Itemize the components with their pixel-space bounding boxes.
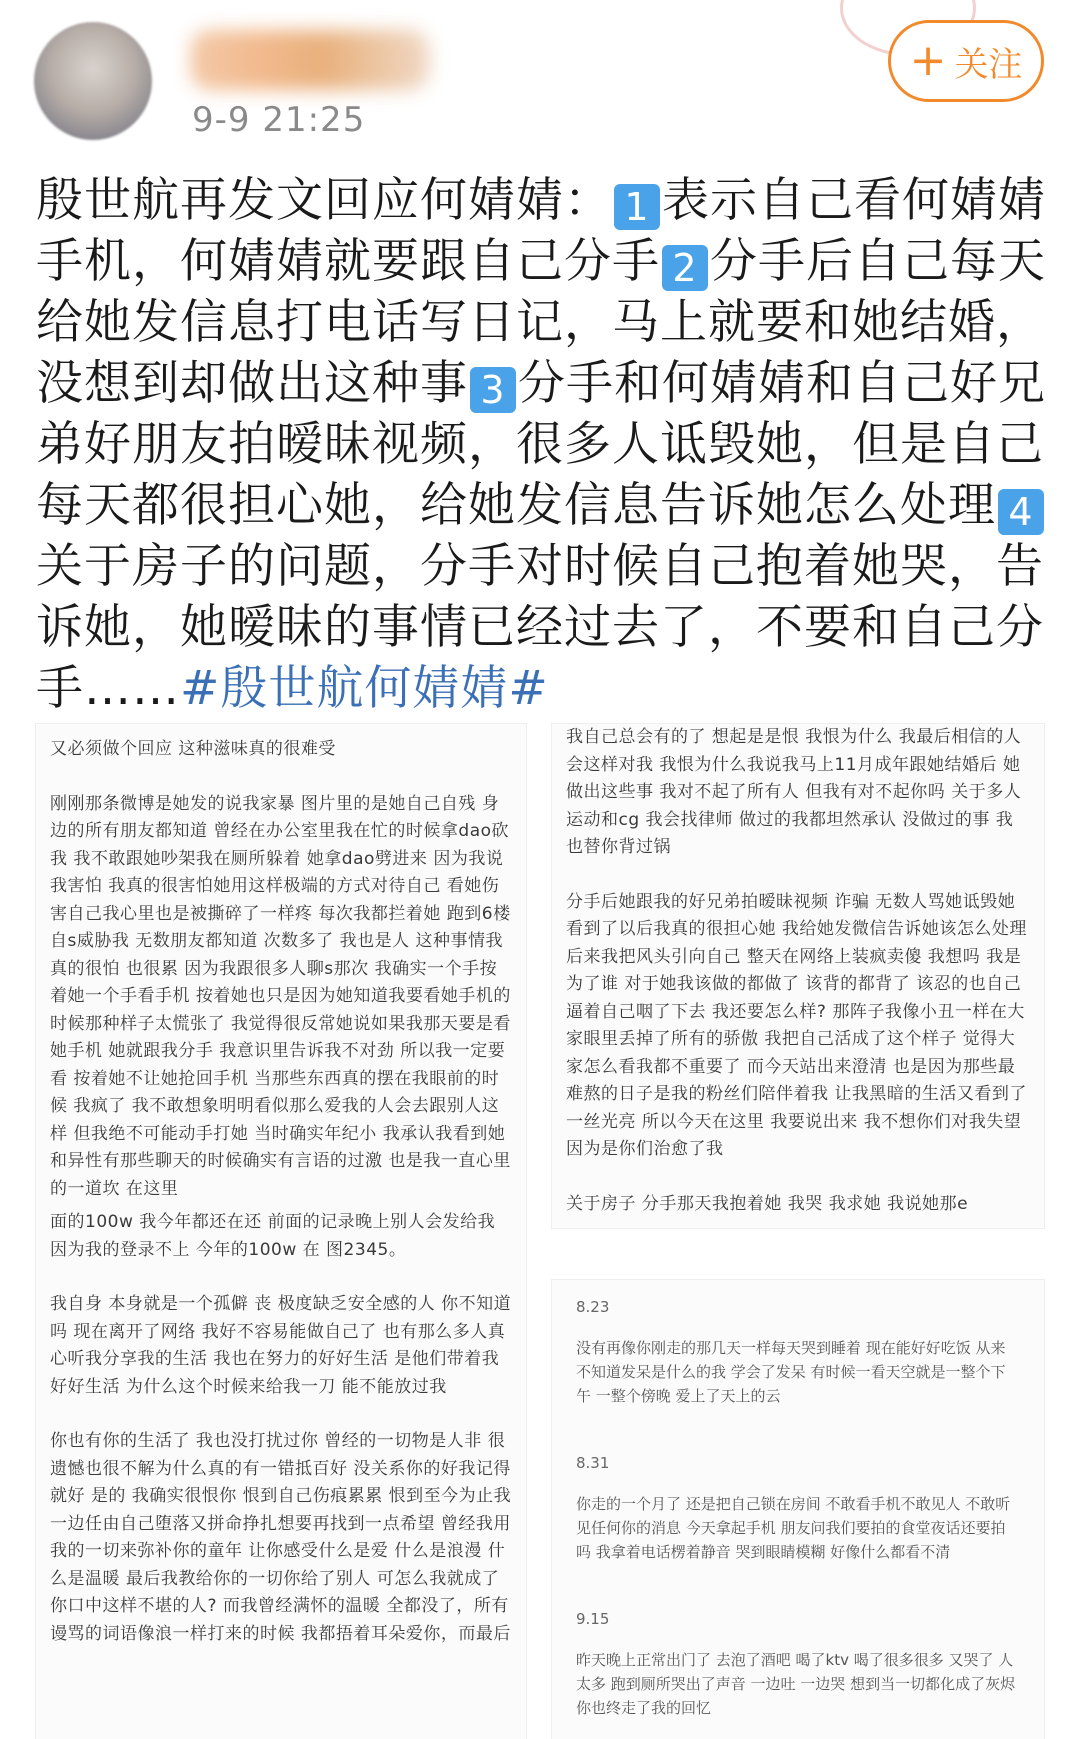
post-time: 9-9 21:25 (192, 100, 366, 140)
post-point-3: 分手和何婧婧和自己好兄弟好朋友拍暧昧视频，很多人诋毁她，但是自己每天都很担心她，给她发信息告诉她怎么处理 (36, 356, 1046, 533)
note-paragraph: 又必须做个回应 这种滋味真的很难受 (50, 739, 336, 759)
note-paragraph: 刚刚那条微博是她发的说我家暴 图片里的是她自己自残 身边的所有朋友都知道 曾经在办公室里我在忙的时候拿dao砍我 我不敢跟她吵架我在厕所躲着 她拿dao劈进来 因为我说我害怕 我真的很害怕她用这样极端的方式对待自己 看她伤害自己我心里也是被撕碎了一样疼 每次我都拦着她 跑到6楼自s威胁我 无数朋友都知道 次数多了 我也是人 这种事情我真的很怕 也很累 因为我跟很多人聊s那次 我确实一个手按着她一个手看手机 按着她也只是因为她知道我要看她手机的时候那种样子太慌张了 我觉得很反常她说如果我那天要是看她手机 她就跟我分手 我意识里告诉我不对劲 所以我一定要看 按着她不让她抢回手机 当那些东西真的摆在我眼前的时候 我疯了 我不敢想象明明看似那么爱我的人会去跟别人这样 但我绝不可能动手打她 当时确实年纪小 我承认我看到她和异性有那些聊天的时候确实有言语的过激 也是我一直心里的一道坎 在这里 (50, 793, 511, 1199)
note-paragraph: 面的100w 我今年都还在还 前面的记录晚上别人会发给我 因为我的登录不上 今年的100w 在 图2345。 (50, 1212, 496, 1260)
attached-image-right-bottom[interactable] (552, 1280, 1044, 1739)
note-paragraph: 关于房子 分手那天我抱着她 我哭 我求她 我说她那e (566, 1193, 969, 1214)
diary-entry: 没有再像你刚走的那几天一样每天哭到睡着 现在能好好吃饭 从来不知道发呆是什么的我 学会了发呆 有时候一看天空就是一整个下午 一整个傍晚 爱上了天上的云 (576, 1339, 1006, 1405)
note-paragraph: 你也有你的生活了 我也没打扰过你 曾经的一切物是人非 很遗憾也很不解为什么真的有一错抵百好 没关系你的好我记得就好 是的 我确实很恨你 恨到自己伤痕累累 恨到至今为止我一边任由自己堕落又拼命挣扎想要再找到一点希望 曾经我用我的一切来弥补你的童年 让你感受什么是爱 什么是浪漫 什么是温暖 最后我教给你的一切你给了别人 可怎么我就成了你口中这样不堪的人? 而我曾经满怀的温暖 全都没了，所有谩骂的词语像浪一样打来的时候 我都捂着耳朵爱你，而最后 (50, 1431, 512, 1644)
attached-image-left[interactable] (36, 724, 526, 1739)
attached-image-right-top[interactable] (552, 724, 1044, 1228)
diary-date: 9.15 (576, 1610, 610, 1628)
post-intro: 殷世航再发文回应何婧婧： (36, 173, 612, 228)
note-paragraph: 我自身 本身就是一个孤僻 丧 极度缺乏安全感的人 你不知道吗 现在离开了网络 我好不容易能做自己了 也有那么多人真心听我分享我的生活 我也在努力的好好生活 是他们带着我好好生活 为什么这个时候来给我一刀 能不能放过我 (50, 1294, 512, 1397)
post-point-2: 分手后自己每天给她发信息打电话写日记，马上就要和她结婚，没想到却做出这种事 (36, 234, 1046, 411)
follow-button[interactable] (888, 20, 1044, 102)
diary-date: 8.23 (576, 1298, 610, 1316)
hashtag-link[interactable]: #殷世航何婧婧# (180, 661, 549, 716)
number-2-icon: 2 (662, 245, 708, 291)
number-3-icon: 3 (470, 367, 516, 413)
post-point-1: 表示自己看何婧婧手机，何婧婧就要跟自己分手 (36, 173, 1046, 289)
diary-entry: 昨天晚上正常出门了 去泡了酒吧 喝了ktv 喝了很多很多 又哭了 人太多 跑到厕所哭出了声音 一边吐 一边哭 想到当一切都化成了灰烬 你也终走了我的回忆 (576, 1651, 1016, 1717)
diary-date: 8.31 (576, 1454, 610, 1472)
diary-entry: 你走的一个月了 还是把自己锁在房间 不敢看手机不敢见人 不敢听见任何你的消息 今天拿起手机 朋友问我们要拍的食堂夜话还要拍吗 我拿着电话楞着静音 哭到眼睛模糊 好像什么都看不清 (576, 1495, 1011, 1561)
number-1-icon: 1 (614, 184, 660, 230)
username-blurred[interactable] (190, 30, 430, 90)
post-text (36, 170, 1048, 719)
number-4-icon: 4 (998, 489, 1044, 535)
note-paragraph: 分手后她跟我的好兄弟拍暧昧视频 诈骗 无数人骂她诋毁她 看到了以后我真的很担心她 我给她发微信告诉她该怎么处理 后来我把风头引向自己 整天在网络上装疯卖傻 我想吗 我是为了谁 对于她我该做的都做了 该背的都背了 该忍的也自己逼着自己咽了下去 我还要怎么样? 那阵子我像小丑一样在大家眼里丢掉了所有的骄傲 我把自己活成了这个样子 觉得大家怎么看我都不重要了 而今天站出来澄清 也是因为那些最难熬的日子是我的粉丝们陪伴着我 让我黑暗的生活又看到了一丝光亮 所以今天在这里 我要说出来 我不想你们对我失望 因为是你们治愈了我 (566, 891, 1027, 1159)
avatar[interactable] (34, 22, 152, 140)
note-paragraph: 我自己总会有的了 想起是是恨 我恨为什么 我最后相信的人 会这样对我 我恨为什么我说我马上11月成年跟她结婚后 她做出这些事 我对不起了所有人 但我有对不起你吗 关于多人运动和cg 我会找律师 做过的我都坦然承认 没做过的事 我也替你背过锅 (566, 727, 1022, 857)
plus-icon: + (909, 35, 947, 86)
post-point-4: 关于房子的问题，分手对时候自己抱着她哭，告诉她，她暧昧的事情已经过去了，不要和自己分手…… (36, 539, 1044, 716)
follow-label: 关注 (954, 44, 1023, 85)
